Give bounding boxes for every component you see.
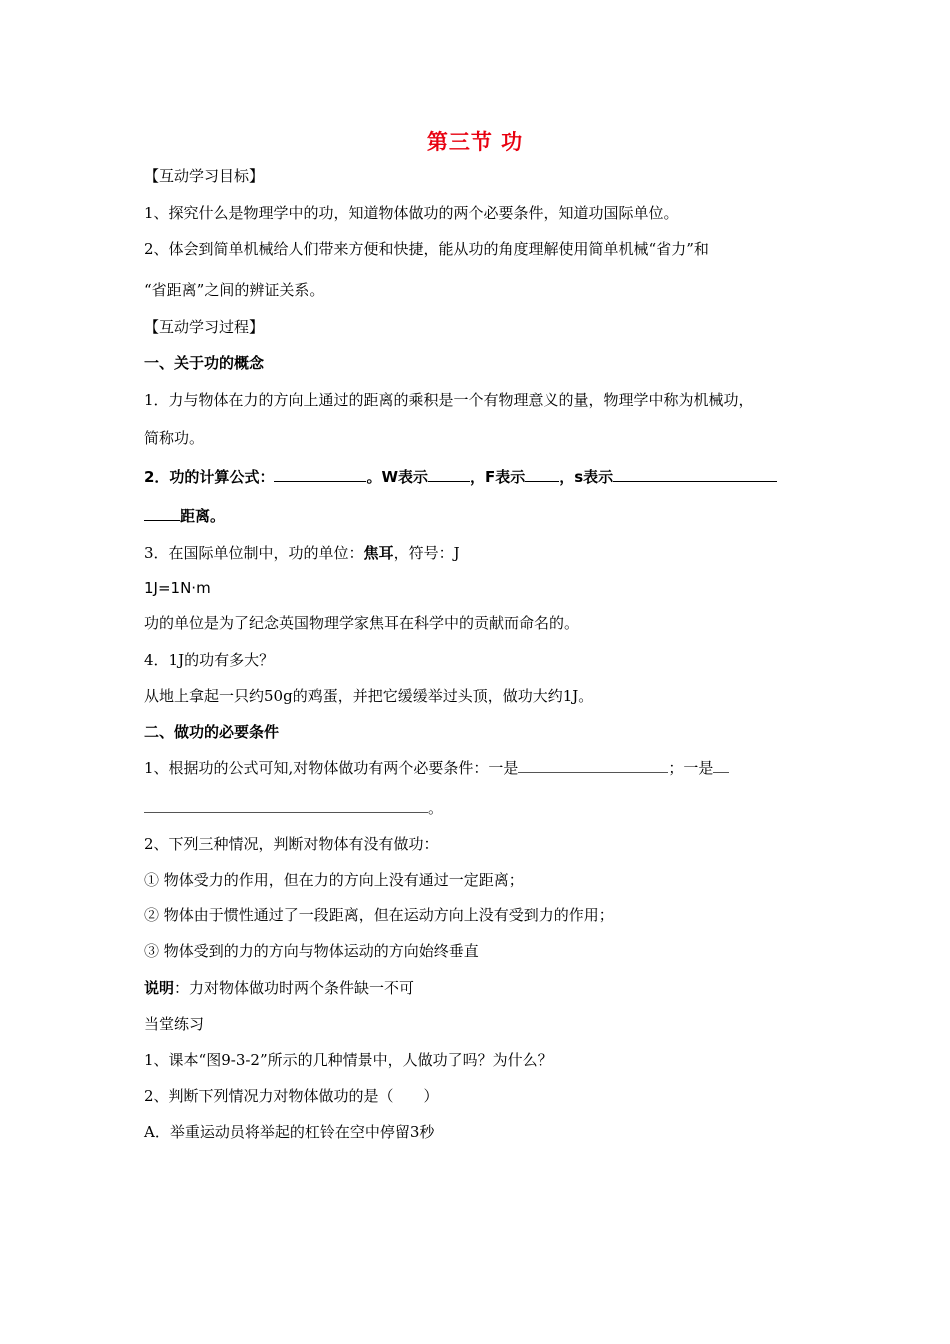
conditions-separator: ；一是 — [668, 759, 714, 777]
process-header: 【互动学习过程】 — [144, 318, 265, 336]
condition-2-blank-continued[interactable] — [144, 798, 428, 813]
unit-symbol: ，符号：J — [393, 544, 460, 562]
section-1-answer-4: 从地上拿起一只约50g的鸡蛋，并把它缓缓举过头顶，做功大约1J。 — [144, 687, 594, 705]
unit-naming-note: 功的单位是为了纪念英国物理学家焦耳在科学中的贡献而命名的。 — [144, 614, 580, 632]
s-label: ，s表示 — [559, 468, 614, 486]
note-text: ：力对物体做功时两个条件缺一不可 — [174, 979, 415, 997]
formula-blank[interactable] — [274, 467, 366, 482]
condition-2-blank[interactable] — [713, 758, 729, 773]
w-label: 。W表示 — [366, 468, 428, 486]
goal-item-1: 1、探究什么是物理学中的功，知道物体做功的两个必要条件，知道功国际单位。 — [144, 204, 679, 222]
s-blank[interactable] — [613, 467, 777, 482]
conditions-question — [144, 758, 729, 778]
formula-question-label: 2．功的计算公式： — [144, 468, 275, 486]
goal-item-2-line-1: 2、体会到简单机械给人们带来方便和快捷，能从功的角度理解使用简单机械“省力”和 — [144, 240, 709, 258]
section-1-question-4: 4．1J的功有多大？ — [144, 651, 275, 669]
section-1-para-1-line-2: 简称功。 — [144, 429, 205, 447]
note-label: 说明 — [144, 979, 175, 997]
f-label: ，F表示 — [470, 468, 526, 486]
goal-item-2-line-2: “省距离”之间的辨证关系。 — [144, 281, 325, 299]
page-title: 第三节 功 — [426, 130, 524, 154]
practice-header: 当堂练习 — [144, 1015, 205, 1033]
unit-question — [144, 543, 460, 563]
condition-1-blank[interactable] — [518, 758, 668, 773]
formula-question-continued — [144, 506, 225, 526]
section-1-para-1-line-1: 1．力与物体在力的方向上通过的距离的乘积是一个有物理意义的量，物理学中称为机械功， — [144, 391, 754, 409]
goals-header: 【互动学习目标】 — [144, 167, 265, 185]
s-blank-continued[interactable] — [144, 506, 180, 521]
distance-label: 距离。 — [180, 507, 226, 525]
case-2: ② 物体由于惯性通过了一段距离，但在运动方向上没有受到力的作用； — [144, 906, 614, 924]
cases-question: 2、下列三种情况，判断对物体有没有做功： — [144, 835, 439, 853]
conditions-period: 。 — [428, 799, 444, 817]
formula-question — [144, 467, 777, 487]
f-blank[interactable] — [525, 467, 559, 482]
unit-formula: 1J=1N·m — [144, 579, 211, 597]
case-3: ③ 物体受到的力的方向与物体运动的方向始终垂直 — [144, 942, 479, 960]
note — [144, 978, 414, 998]
unit-joule: 焦耳 — [363, 544, 394, 562]
w-blank[interactable] — [428, 467, 470, 482]
practice-question-1: 1、课本“图9-3-2”所示的几种情景中，人做功了吗？为什么？ — [144, 1051, 553, 1069]
practice-option-a: A．举重运动员将举起的杠铃在空中停留3秒 — [144, 1123, 435, 1141]
unit-question-prefix: 3．在国际单位制中，功的单位： — [144, 544, 364, 562]
conditions-question-continued — [144, 798, 443, 818]
conditions-question-prefix: 1、根据功的公式可知,对物体做功有两个必要条件：一是 — [144, 759, 519, 777]
practice-question-2: 2、判断下列情况力对物体做功的是（ ） — [144, 1087, 439, 1105]
section-2-title: 二、做功的必要条件 — [144, 723, 280, 741]
case-1: ① 物体受力的作用，但在力的方向上没有通过一定距离； — [144, 871, 524, 889]
section-1-title: 一、关于功的概念 — [144, 354, 265, 372]
